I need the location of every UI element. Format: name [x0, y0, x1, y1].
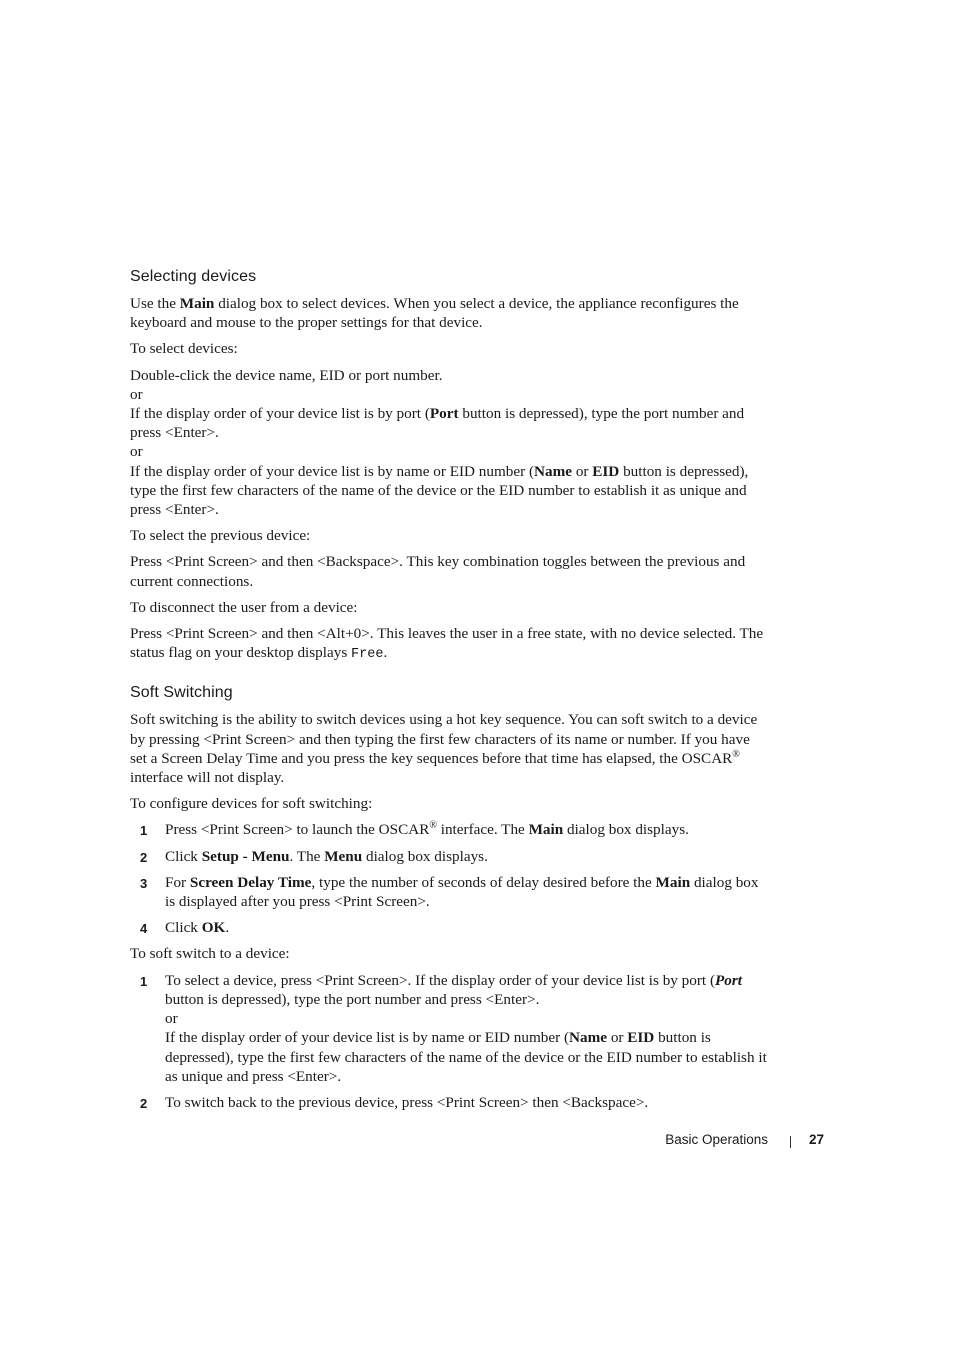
configure-steps-list [130, 820, 770, 937]
disconnect-instruction: Press <Print Screen> and then <Alt+0>. This leaves the user in a free state, with no device selected. The status flag on your desktop displays Free. [130, 625, 764, 663]
step-number: 2 [140, 1095, 148, 1111]
or-separator: or [130, 385, 143, 403]
to-select-devices: To select devices: [130, 340, 238, 358]
step-number: 1 [140, 823, 148, 839]
soft-switch-step: 1 To select a device, press <Print Screen>. If the display order of your device list is by port (Port button is depressed), type the port number and press <Enter>. or If the display order of your device list is by name or EID number (Name or EID button is depressed), type the first few characters of the name of the device or the EID number to establish it as unique and press <Enter>. [140, 971, 767, 1085]
or-separator: or [165, 1010, 178, 1028]
footer-divider [790, 1136, 791, 1148]
page-number: 27 [808, 1132, 824, 1147]
footer-section-title: Basic Operations [665, 1132, 768, 1147]
to-disconnect: To disconnect the user from a device: [130, 598, 358, 616]
free-status-code: Free [351, 647, 384, 663]
step-number: 1 [140, 973, 148, 989]
heading-soft-switching: Soft Switching [130, 684, 233, 702]
double-click-instruction: Double-click the device name, EID or port number. [130, 366, 443, 384]
name-order-instruction: If the display order of your device list is by name or EID number (Name or EID button is depressed), type the first few characters of the name of the device or the EID number to establish it as unique and press <Enter>. [130, 462, 749, 519]
step-number: 3 [140, 875, 148, 891]
soft-switch-step: 2 To switch back to the previous device, press <Print Screen> then <Backspace>. [130, 1093, 770, 1112]
to-select-previous: To select the previous device: [130, 527, 311, 545]
step-number: 4 [140, 921, 148, 937]
configure-step: 3 For Screen Delay Time, type the number of seconds of delay desired before the Main dialog box is displayed after you press <Print Screen>. [140, 873, 759, 911]
to-configure: To configure devices for soft switching: [130, 795, 373, 813]
configure-step: 4 Click OK. [130, 918, 770, 937]
soft-switch-steps-list [130, 971, 770, 1112]
configure-step: 2 Click Setup - Menu. The Menu dialog box displays. [130, 847, 770, 866]
port-order-instruction: If the display order of your device list is by port (Port button is depressed), type the port number and press <Enter>. [130, 405, 745, 442]
page-footer [600, 1130, 824, 1152]
page-content [130, 266, 770, 1119]
selecting-intro: Use the Main dialog box to select devices. When you select a device, the appliance reconfigures the keyboard and mouse to the proper settings for that device. [130, 295, 739, 332]
soft-switching-intro: Soft switching is the ability to switch devices using a hot key sequence. You can soft switch to a device by pressing <Print Screen> and then typing the first few characters of its name or number. If you have set a Screen Delay Time and you press the key sequences before that time has elapsed, the OSCAR® interface will not display. [130, 711, 758, 787]
to-soft-switch: To soft switch to a device: [130, 945, 290, 963]
previous-instruction: Press <Print Screen> and then <Backspace>. This key combination toggles between the previous and current connections. [130, 553, 746, 590]
configure-step: 1 Press <Print Screen> to launch the OSCAR® interface. The Main dialog box displays. [130, 820, 770, 839]
or-separator: or [130, 443, 143, 461]
step-number: 2 [140, 849, 148, 865]
heading-selecting-devices: Selecting devices [130, 268, 257, 285]
